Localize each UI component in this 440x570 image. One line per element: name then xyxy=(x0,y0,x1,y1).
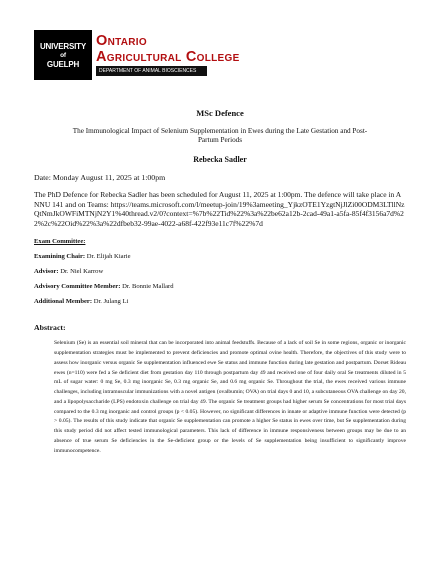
committee-member xyxy=(34,268,406,275)
presenter-name: Rebecka Sadler xyxy=(193,155,247,164)
college-name-line2: Agricultural College xyxy=(96,49,240,65)
committee-member xyxy=(34,298,406,305)
defence-date: Date: Monday August 11, 2025 at 1:00pm xyxy=(34,173,166,182)
department-bar: DEPARTMENT OF ANIMAL BIOSCIENCES xyxy=(96,66,207,76)
abstract-text: Selenium (Se) is an essential soil mineral that can be incorporated into animal feedstuffs. Because of a lack of soil Se in some regions, organic or inorganic supplementation strategies must be implemented to prevent deficiencies and promote optimal ovine health. Therefore, the objectives of this study were to assess how inorganic versus organic Se supplementation influenced ewe Se status and immune function during late gestation and postpartum. Dorset Rideau ewes (n=110) were fed a Se deficient diet from gestation day 110 through postpartum day 49 and received one of four daily oral Se treatments diluted in 5 mL of sugar water: 0 mg Se, 0.3 mg inorganic Se, 0.3 mg organic Se, and 0.6 mg organic Se. Throughout the trial, the ewes received various immune challenges, including intramuscular immunizations with a novel antigen (ovalbumin; OVA) on trial days 0 and 10, a subcutaneous OVA challenge on day 20, and a lipopolysaccharide (LPS) endotoxin challenge on trial day 49. The organic Se treatment groups had higher serum Se concentrations for most trial days compared to the 0.3 mg inorganic and control groups (p < 0.05). However, no significant differences in innate or adaptive immune function were detected (p > 0.05). The results of this study indicate that organic Se supplementation can promote a higher Se status in ewes over time, but Se supplementation during this study period did not affect tested immunological parameters. This lack of difference in immune responsiveness between groups may be due to an absence of true serum Se deficiencies in the Se-deficient group or the levels of Se supplementation being insufficient to significantly improve immunocompetence. xyxy=(54,340,406,454)
committee-member xyxy=(34,283,406,290)
thesis-title: The Immunological Impact of Selenium Supplementation in Ewes during the Late Gestation and Post-Partum Periods xyxy=(72,127,368,144)
member-role: Advisor: xyxy=(34,268,59,276)
logo-text-line1: UNIVERSITY xyxy=(39,41,86,51)
member-name: Dr. Julang Li xyxy=(93,298,129,306)
document-heading: MSc Defence xyxy=(196,108,244,118)
member-name: Dr. Elijah Kiarie xyxy=(86,253,131,261)
member-name: Dr. Bonnie Mallard xyxy=(122,283,174,291)
logo-text-line2: of xyxy=(60,51,66,59)
logo-text-line3: GUELPH xyxy=(46,59,80,69)
member-role: Examining Chair: xyxy=(34,253,86,261)
member-name: Dr. Niel Karrow xyxy=(60,268,104,276)
college-name-line1: Ontario xyxy=(96,33,147,49)
university-logo xyxy=(34,30,92,80)
document-body xyxy=(34,88,406,456)
member-role: Advisory Committee Member: xyxy=(34,283,121,291)
college-name xyxy=(96,33,406,65)
committee-heading: Exam Committee: xyxy=(34,238,86,246)
university-header xyxy=(34,30,406,80)
committee-member xyxy=(34,253,406,260)
member-role: Additional Member: xyxy=(34,298,93,306)
abstract-heading: Abstract: xyxy=(34,323,66,333)
announcement-text: The PhD Defence for Rebecka Sadler has been scheduled for August 11, 2025 at 1:00pm. The defence will take place in ANNU 141 and on Teams: https://teams.microsoft.com/l/meetup-join/19%3ameeting_YjkzOTE1YzgtNjJlZi00ODM3LTllNzQtNmJkOWFiMTNjN2Y1%40thread.v2/0?context=%7b%22Tid%22%3a%22be62a12b-2cad-49a1-a5fa-85f4f3156a7d%22%2c%22Oid%22%3a%22dfbeb32-99ae-4022-a68f-422f93e11c7f%22%7d xyxy=(34,190,405,228)
